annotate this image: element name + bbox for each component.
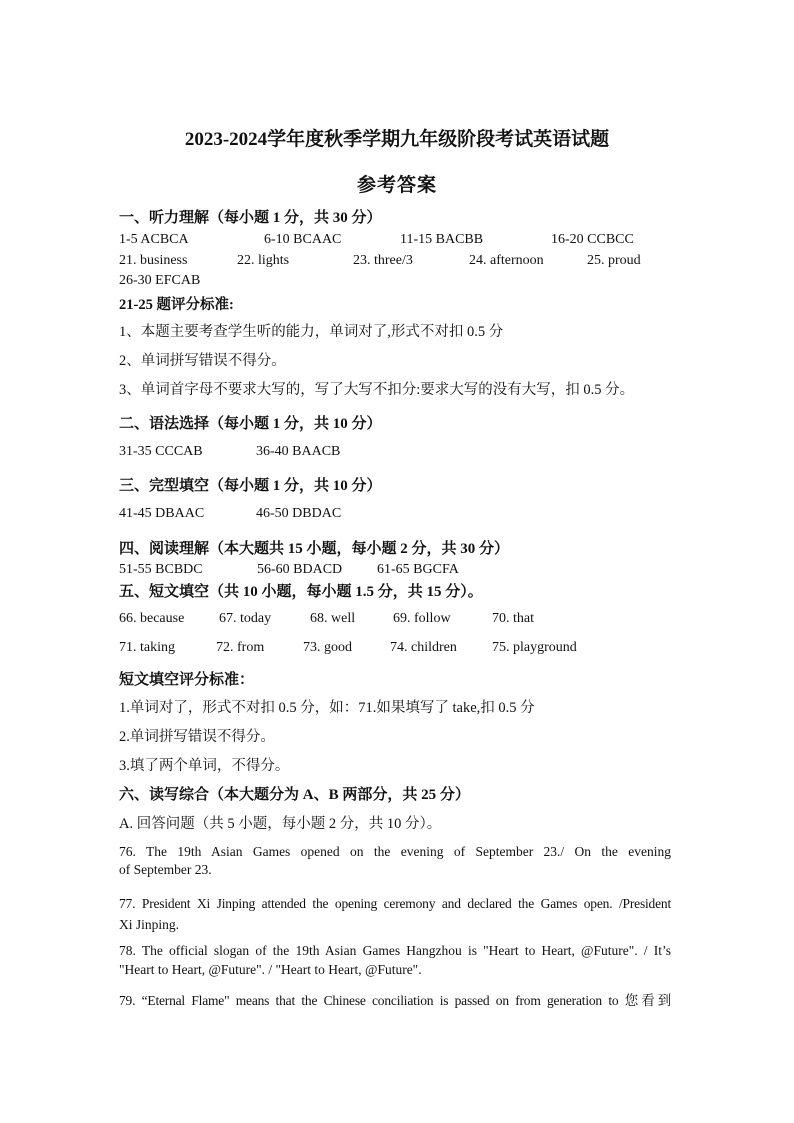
part-a-heading: A. 回答问题（共 5 小题，每小题 2 分，共 10 分）。 xyxy=(119,816,442,832)
answer-16-20: 16-20 CCBCC xyxy=(551,232,634,247)
answer-77-line-1: 77. President Xi Jinping attended the opening ceremony and declared the Games open. /President xyxy=(119,896,671,911)
answer-79-line-1: 79. “Eternal Flame" means that the Chinese conciliation is passed on from generation to 您看到 xyxy=(119,993,671,1008)
answer-41-45: 41-45 DBAAC xyxy=(119,506,205,521)
criteria-21-25-item-1: 1、本题主要考查学生听的能力，单词对了,形式不对扣 0.5 分 xyxy=(119,324,504,340)
criteria-cloze-heading: 短文填空评分标准： xyxy=(119,672,255,688)
answer-22: 22. lights xyxy=(237,253,290,268)
answer-6-10: 6-10 BCAAC xyxy=(264,232,342,247)
answer-73: 73. good xyxy=(303,640,352,655)
answer-56-60: 56-60 BDACD xyxy=(257,562,343,577)
answer-77-line-2: Xi Jinping. xyxy=(119,917,180,932)
answer-74: 74. children xyxy=(390,640,457,655)
page-subtitle: 参考答案 xyxy=(356,175,437,196)
answer-1-5: 1-5 ACBCA xyxy=(119,232,189,247)
answer-68: 68. well xyxy=(310,611,356,626)
criteria-21-25-item-2: 2、单词拼写错误不得分。 xyxy=(119,353,286,369)
section-5-heading: 五、短文填空（共 10 小题，每小题 1.5 分，共 15 分）。 xyxy=(119,584,483,600)
answer-76-line-1: 76. The 19th Asian Games opened on the evening of September 23./ On the evening xyxy=(119,844,671,859)
answer-78-line-2: "Heart to Heart, @Future". / "Heart to Heart, @Future". xyxy=(119,962,422,977)
section-4-heading: 四、阅读理解（本大题共 15 小题，每小题 2 分，共 30 分） xyxy=(119,541,510,557)
section-2-heading: 二、语法选择（每小题 1 分，共 10 分） xyxy=(119,416,382,432)
answer-25: 25. proud xyxy=(587,253,641,268)
section-3-heading: 三、完型填空（每小题 1 分，共 10 分） xyxy=(119,478,382,494)
answer-72: 72. from xyxy=(216,640,265,655)
answer-76-line-2: of September 23. xyxy=(119,862,212,877)
section-6-heading: 六、读写综合（本大题分为 A、B 两部分，共 25 分） xyxy=(119,787,470,803)
answer-69: 69. follow xyxy=(393,611,451,626)
answer-67: 67. today xyxy=(219,611,272,626)
criteria-21-25-heading: 21-25 题评分标准: xyxy=(119,297,234,313)
answer-26-30: 26-30 EFCAB xyxy=(119,273,201,288)
answer-11-15: 11-15 BACBB xyxy=(400,232,484,247)
answer-24: 24. afternoon xyxy=(469,253,544,268)
answer-23: 23. three/3 xyxy=(353,253,413,268)
criteria-cloze-item-1: 1.单词对了，形式不对扣 0.5 分，如：71.如果填写了 take,扣 0.5 分 xyxy=(119,700,535,716)
answer-61-65: 61-65 BGCFA xyxy=(377,562,459,577)
answer-46-50: 46-50 DBDAC xyxy=(256,506,342,521)
answer-51-55: 51-55 BCBDC xyxy=(119,562,203,577)
answer-31-35: 31-35 CCCAB xyxy=(119,444,203,459)
criteria-cloze-item-2: 2.单词拼写错误不得分。 xyxy=(119,729,275,745)
answer-70: 70. that xyxy=(492,611,534,626)
answer-21: 21. business xyxy=(119,253,188,268)
answer-36-40: 36-40 BAACB xyxy=(256,444,341,459)
page-title: 2023-2024学年度秋季学期九年级阶段考试英语试题 xyxy=(184,129,610,150)
answer-78-line-1: 78. The official slogan of the 19th Asian Games Hangzhou is "Heart to Heart, @Future". / It’s xyxy=(119,943,671,958)
section-1-heading: 一、听力理解（每小题 1 分，共 30 分） xyxy=(119,210,382,226)
answer-75: 75. playground xyxy=(492,640,577,655)
criteria-cloze-item-3: 3.填了两个单词，不得分。 xyxy=(119,758,290,774)
answer-71: 71. taking xyxy=(119,640,175,655)
answer-66: 66. because xyxy=(119,611,185,626)
criteria-21-25-item-3: 3、单词首字母不要求大写的，写了大写不扣分:要求大写的没有大写，扣 0.5 分。 xyxy=(119,382,635,398)
